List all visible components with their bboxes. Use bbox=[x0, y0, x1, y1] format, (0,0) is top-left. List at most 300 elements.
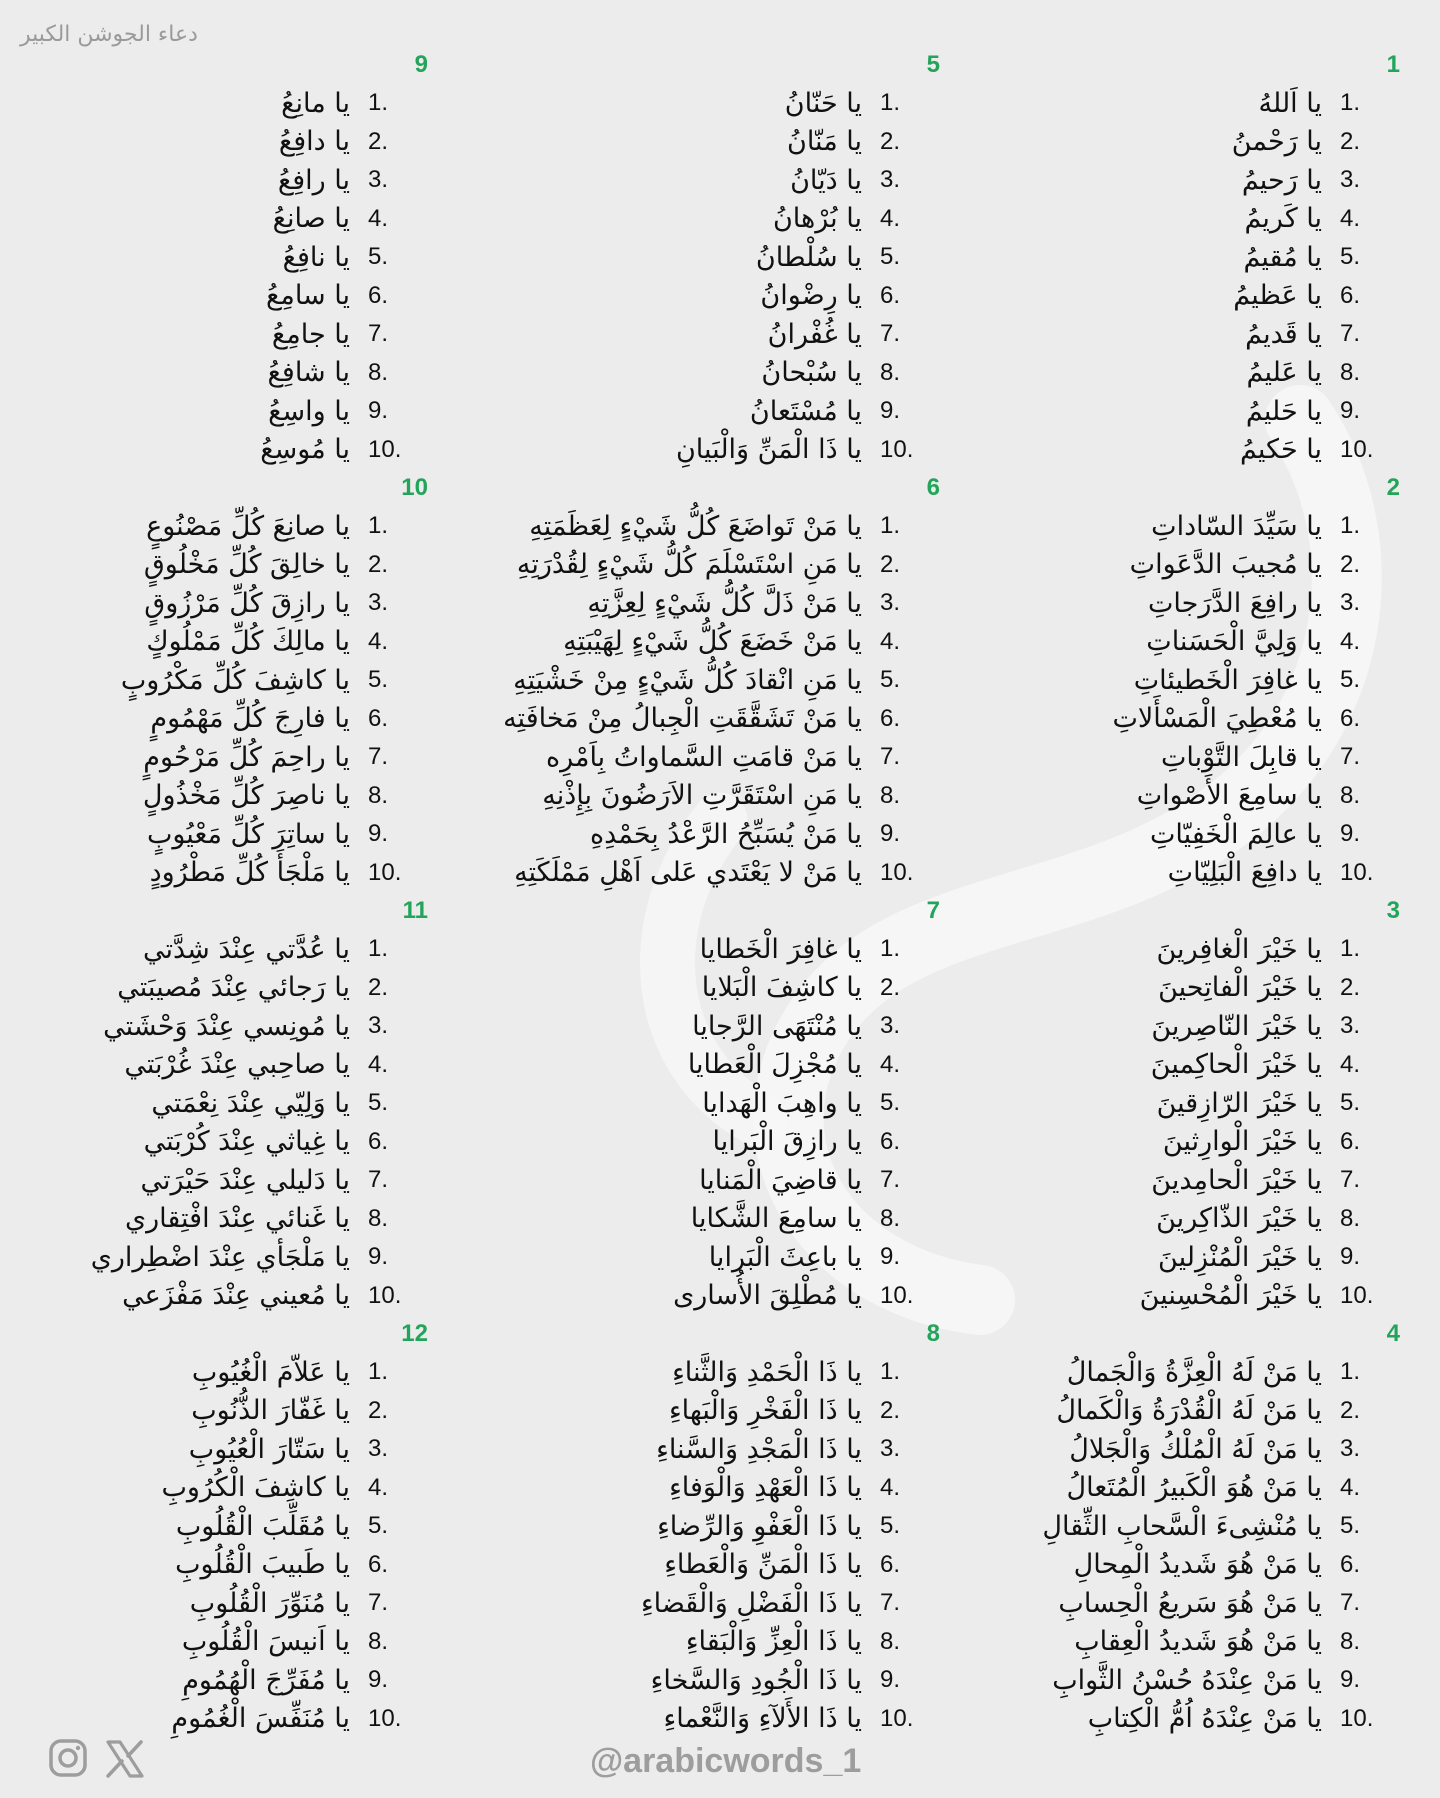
item-number: 7. bbox=[1340, 1166, 1361, 1194]
item-number: 1. bbox=[368, 935, 389, 963]
list-item bbox=[980, 1392, 1400, 1431]
list-item bbox=[980, 1277, 1400, 1316]
item-text: يا رازِقَ الْبَرايا bbox=[712, 1126, 862, 1158]
list-item bbox=[520, 1392, 940, 1431]
item-text: يا حَليمُ bbox=[1245, 395, 1322, 427]
item-number: 5. bbox=[368, 1512, 389, 1540]
item-number: 4. bbox=[880, 627, 901, 655]
item-number: 1. bbox=[368, 89, 389, 117]
item-text: يا اَللهُ bbox=[1258, 87, 1322, 119]
item-number: 8. bbox=[1340, 358, 1361, 386]
list-item bbox=[8, 200, 428, 239]
item-number: 10. bbox=[880, 1281, 914, 1309]
item-text: يا غَنائي عِنْدَ افْتِقاري bbox=[124, 1203, 350, 1235]
item-number: 1. bbox=[1340, 1358, 1361, 1386]
item-text: يا دافِعَ الْبَلِيّاتِ bbox=[1167, 857, 1322, 889]
list-item bbox=[8, 1546, 428, 1585]
item-text: يا خَيْرَ الْوارِثينَ bbox=[1162, 1126, 1322, 1158]
list-item bbox=[520, 777, 940, 816]
item-number: 7. bbox=[368, 320, 389, 348]
list-item bbox=[520, 354, 940, 393]
item-text: يا واهِبَ الْهَدايا bbox=[702, 1087, 862, 1119]
item-text: يا مَنْ ذَلَّ كُلُّ شَيْءٍ لِعِزَّتِهِ bbox=[587, 587, 862, 619]
item-number: 1. bbox=[1340, 512, 1361, 540]
item-text: يا رافِعُ bbox=[277, 164, 350, 196]
list-item bbox=[520, 584, 940, 623]
item-text: يا مانِعُ bbox=[281, 87, 350, 119]
item-text: يا ذَا الْعَفْوِ وَالرِّضاءِ bbox=[657, 1510, 862, 1542]
item-text: يا مَنّانُ bbox=[787, 126, 862, 158]
item-text: يا مُجيبَ الدَّعَواتِ bbox=[1129, 549, 1322, 581]
item-number: 4. bbox=[368, 627, 389, 655]
item-number: 10. bbox=[1340, 1281, 1374, 1309]
section-number: 3 bbox=[1386, 897, 1400, 924]
list-item bbox=[520, 1277, 940, 1316]
list-item bbox=[980, 392, 1400, 431]
item-text: يا عُدَّتي عِنْدَ شِدَّتي bbox=[142, 933, 350, 965]
list-item bbox=[520, 969, 940, 1008]
item-number: 8. bbox=[1340, 1204, 1361, 1232]
item-number: 5. bbox=[880, 243, 901, 271]
item-number: 8. bbox=[1340, 1627, 1361, 1655]
list-item bbox=[520, 1700, 940, 1739]
item-number: 6. bbox=[1340, 1127, 1361, 1155]
item-number: 4. bbox=[368, 1050, 389, 1078]
list-item bbox=[980, 1430, 1400, 1469]
item-number: 3. bbox=[368, 1012, 389, 1040]
item-number: 8. bbox=[368, 358, 389, 386]
item-number: 4. bbox=[1340, 627, 1361, 655]
prayer-section bbox=[8, 469, 428, 892]
item-text: يا سُبْحانُ bbox=[761, 357, 862, 389]
item-text: يا مَنْ هُوَ الْكَبيرُ الْمُتَعالُ bbox=[1066, 1472, 1322, 1504]
item-number: 7. bbox=[1340, 320, 1361, 348]
list-item bbox=[520, 200, 940, 239]
list-item bbox=[980, 123, 1400, 162]
item-text: يا صانِعُ bbox=[272, 203, 350, 235]
list-item bbox=[8, 507, 428, 546]
item-number: 4. bbox=[880, 1473, 901, 1501]
item-number: 7. bbox=[880, 320, 901, 348]
item-number: 1. bbox=[880, 512, 901, 540]
list-item bbox=[980, 930, 1400, 969]
list-item bbox=[980, 1700, 1400, 1739]
item-text: يا غافِرَ الْخَطايا bbox=[699, 933, 862, 965]
item-text: يا واسِعُ bbox=[268, 395, 350, 427]
list-item bbox=[8, 700, 428, 739]
column-left bbox=[8, 46, 428, 1738]
item-text: يا خَيْرَ الْمُحْسِنينَ bbox=[1139, 1280, 1322, 1312]
item-number: 4. bbox=[880, 1050, 901, 1078]
list-item bbox=[980, 969, 1400, 1008]
list-item bbox=[980, 700, 1400, 739]
list-item bbox=[520, 1200, 940, 1239]
item-number: 8. bbox=[880, 781, 901, 809]
item-text: يا مَنِ انْقادَ كُلُّ شَيْءٍ مِنْ خَشْيَتِهِ bbox=[513, 664, 862, 696]
list-item bbox=[520, 1046, 940, 1085]
item-text: يا خَيْرَ الْفاتِحينَ bbox=[1158, 972, 1322, 1004]
item-text: يا مَلْجَأي عِنْدَ اضْطِراري bbox=[90, 1241, 350, 1273]
item-text: يا سَيِّدَ السّاداتِ bbox=[1151, 510, 1322, 542]
list-item bbox=[8, 431, 428, 470]
list-item bbox=[8, 584, 428, 623]
footer-handle[interactable]: @arabicwords_1 bbox=[590, 1742, 862, 1780]
list-item bbox=[8, 815, 428, 854]
item-text: يا ذَا الْمَنِّ وَالْبَيانِ bbox=[675, 434, 862, 466]
item-number: 1. bbox=[368, 512, 389, 540]
item-text: يا ذَا الْفَضْلِ وَالْقَضاءِ bbox=[640, 1587, 862, 1619]
item-text: يا صاحِبي عِنْدَ غُرْبَتي bbox=[124, 1049, 350, 1081]
item-text: يا سَتّارَ الْعُيُوبِ bbox=[188, 1433, 350, 1465]
item-text: يا خالِقَ كُلِّ مَخْلُوقٍ bbox=[143, 549, 350, 581]
list-item bbox=[520, 431, 940, 470]
item-number: 2. bbox=[880, 973, 901, 1001]
item-text: يا دافِعُ bbox=[278, 126, 350, 158]
list-item bbox=[980, 1546, 1400, 1585]
item-text: يا رَحْمنُ bbox=[1231, 126, 1322, 158]
item-number: 10. bbox=[368, 858, 402, 886]
list-item bbox=[8, 623, 428, 662]
item-text: يا مَنِ اسْتَسْلَمَ كُلُّ شَيْءٍ لِقُدْرَتِهِ bbox=[516, 549, 862, 581]
item-text: يا مَنِ اسْتَقَرَّتِ الاَرَضُونَ بِإِذْنِهِ bbox=[542, 780, 862, 812]
item-text: يا خَيْرَ الْمُنْزِلينَ bbox=[1158, 1241, 1322, 1273]
item-number: 2. bbox=[880, 1396, 901, 1424]
item-number: 5. bbox=[368, 1089, 389, 1117]
list-item bbox=[520, 84, 940, 123]
item-number: 2. bbox=[1340, 1396, 1361, 1424]
item-text: يا مالِكَ كُلِّ مَمْلُوكٍ bbox=[146, 626, 350, 658]
item-number: 8. bbox=[880, 1204, 901, 1232]
item-text: يا كاشِفَ كُلِّ مَكْرُوبٍ bbox=[120, 664, 350, 696]
item-number: 7. bbox=[368, 1589, 389, 1617]
item-text: يا خَيْرَ الرّازِقينَ bbox=[1156, 1087, 1322, 1119]
item-text: يا كاشِفَ الْكُرُوبِ bbox=[161, 1472, 350, 1504]
item-text: يا سامِعُ bbox=[265, 280, 350, 312]
list-item bbox=[980, 277, 1400, 316]
item-number: 10. bbox=[1340, 435, 1374, 463]
item-number: 5. bbox=[1340, 243, 1361, 271]
section-number: 9 bbox=[414, 51, 428, 78]
item-text: يا مُعْطِيَ الْمَسْأَلاتِ bbox=[1112, 703, 1322, 735]
item-text: يا غَفّارَ الذُّنُوبِ bbox=[191, 1395, 350, 1427]
list-item bbox=[980, 354, 1400, 393]
item-number: 3. bbox=[368, 1435, 389, 1463]
list-item bbox=[520, 1353, 940, 1392]
page-title: دعاء الجوشن الكبير bbox=[20, 22, 198, 47]
item-text: يا مَنْ خَضَعَ كُلُّ شَيْءٍ لِهَيْبَتِهِ bbox=[563, 626, 862, 658]
list-item bbox=[980, 1584, 1400, 1623]
item-number: 1. bbox=[880, 89, 901, 117]
item-number: 8. bbox=[368, 1204, 389, 1232]
list-item bbox=[520, 738, 940, 777]
item-text: يا عَظيمُ bbox=[1233, 280, 1322, 312]
item-text: يا مُجْزِلَ الْعَطايا bbox=[687, 1049, 862, 1081]
list-item bbox=[8, 277, 428, 316]
item-text: يا مُونِسي عِنْدَ وَحْشَتي bbox=[103, 1010, 350, 1042]
item-number: 2. bbox=[880, 550, 901, 578]
item-number: 8. bbox=[1340, 781, 1361, 809]
item-text: يا مُفَرِّجَ الْهُمُومِ bbox=[182, 1664, 350, 1696]
list-item bbox=[8, 238, 428, 277]
item-number: 7. bbox=[880, 1166, 901, 1194]
list-item bbox=[980, 1200, 1400, 1239]
list-item bbox=[980, 507, 1400, 546]
item-text: يا خَيْرَ الْحاكِمينَ bbox=[1150, 1049, 1322, 1081]
item-number: 5. bbox=[880, 1089, 901, 1117]
list-item bbox=[520, 507, 940, 546]
list-item bbox=[8, 777, 428, 816]
item-text: يا مُطْلِقَ الأُسارى bbox=[673, 1280, 862, 1312]
list-item bbox=[8, 1238, 428, 1277]
list-item bbox=[8, 1700, 428, 1739]
item-number: 10. bbox=[1340, 1704, 1374, 1732]
item-number: 6. bbox=[1340, 1550, 1361, 1578]
item-text: يا مُنْتَهَى الرَّجايا bbox=[692, 1010, 862, 1042]
item-number: 1. bbox=[1340, 935, 1361, 963]
item-number: 3. bbox=[880, 1012, 901, 1040]
list-item bbox=[520, 1084, 940, 1123]
item-text: يا طَبيبَ الْقُلُوبِ bbox=[175, 1549, 350, 1581]
item-number: 3. bbox=[1340, 1012, 1361, 1040]
item-text: يا مَلْجَأَ كُلِّ مَطْرُودٍ bbox=[149, 857, 350, 889]
item-number: 10. bbox=[880, 435, 914, 463]
list-item bbox=[8, 84, 428, 123]
list-item bbox=[520, 1469, 940, 1508]
list-item bbox=[8, 969, 428, 1008]
item-text: يا ذَا الْعِزِّ وَالْبَقاءِ bbox=[685, 1626, 862, 1658]
item-number: 5. bbox=[1340, 1089, 1361, 1117]
list-item bbox=[980, 1084, 1400, 1123]
instagram-icon[interactable] bbox=[48, 1738, 88, 1778]
prayer-section bbox=[980, 892, 1400, 1315]
item-number: 1. bbox=[368, 1358, 389, 1386]
prayer-section bbox=[520, 892, 940, 1315]
list-item bbox=[8, 1123, 428, 1162]
list-item bbox=[520, 1430, 940, 1469]
item-text: يا ذَا الأَلآءِ وَالنَّعْماءِ bbox=[663, 1703, 862, 1735]
list-item bbox=[8, 1623, 428, 1662]
item-number: 6. bbox=[880, 281, 901, 309]
item-number: 2. bbox=[368, 127, 389, 155]
item-number: 7. bbox=[1340, 743, 1361, 771]
item-text: يا ذَا الْعَهْدِ وَالْوَفاءِ bbox=[669, 1472, 862, 1504]
list-item bbox=[980, 661, 1400, 700]
item-text: يا بُرْهانُ bbox=[772, 203, 862, 235]
prayer-section bbox=[520, 1315, 940, 1738]
list-item bbox=[980, 1661, 1400, 1700]
item-text: يا رِضْوانُ bbox=[760, 280, 862, 312]
item-text: يا مُنَوِّرَ الْقُلُوبِ bbox=[189, 1587, 350, 1619]
item-number: 3. bbox=[368, 589, 389, 617]
prayer-section bbox=[980, 1315, 1400, 1738]
item-text: يا ذَا الْفَخْرِ وَالْبَهاءِ bbox=[668, 1395, 862, 1427]
item-number: 1. bbox=[880, 1358, 901, 1386]
list-item bbox=[520, 238, 940, 277]
list-item bbox=[8, 738, 428, 777]
item-text: يا مُقيمُ bbox=[1243, 241, 1322, 273]
list-item bbox=[980, 200, 1400, 239]
item-number: 9. bbox=[1340, 397, 1361, 425]
item-text: يا سامِعَ الشَّكايا bbox=[690, 1203, 862, 1235]
item-number: 10. bbox=[1340, 858, 1374, 886]
item-number: 4. bbox=[1340, 204, 1361, 232]
item-text: يا مَنْ هُوَ شَديدُ الْعِقابِ bbox=[1074, 1626, 1322, 1658]
x-icon[interactable] bbox=[104, 1738, 146, 1780]
item-number: 7. bbox=[368, 1166, 389, 1194]
list-item bbox=[8, 1507, 428, 1546]
item-text: يا قاضِيَ الْمَنايا bbox=[699, 1164, 862, 1196]
item-number: 4. bbox=[368, 1473, 389, 1501]
list-item bbox=[520, 1546, 940, 1585]
list-item bbox=[8, 1277, 428, 1316]
column-right bbox=[980, 46, 1400, 1738]
list-item bbox=[980, 1007, 1400, 1046]
item-number: 3. bbox=[880, 589, 901, 617]
item-number: 9. bbox=[1340, 1666, 1361, 1694]
list-item bbox=[520, 930, 940, 969]
item-text: يا سامِعَ الأَصْواتِ bbox=[1136, 780, 1322, 812]
list-item bbox=[8, 1200, 428, 1239]
item-number: 8. bbox=[368, 781, 389, 809]
item-text: يا مَنْ تَشَقَّقَتِ الْجِبالُ مِنْ مَخافَتِه bbox=[503, 703, 862, 735]
list-item bbox=[520, 392, 940, 431]
item-text: يا حَكيمُ bbox=[1239, 434, 1322, 466]
item-text: يا عَليمُ bbox=[1246, 357, 1322, 389]
item-text: يا خَيْرَ الْغافِرينَ bbox=[1156, 933, 1322, 965]
item-text: يا غافِرَ الْخَطيئاتِ bbox=[1133, 664, 1322, 696]
item-text: يا راحِمَ كُلِّ مَرْحُومٍ bbox=[143, 741, 350, 773]
item-number: 10. bbox=[368, 1281, 402, 1309]
list-item bbox=[980, 1161, 1400, 1200]
item-text: يا رَجائي عِنْدَ مُصيبَتي bbox=[117, 972, 350, 1004]
item-number: 9. bbox=[880, 1243, 901, 1271]
item-number: 7. bbox=[368, 743, 389, 771]
list-item bbox=[980, 854, 1400, 893]
list-item bbox=[8, 546, 428, 585]
item-text: يا قَديمُ bbox=[1245, 318, 1322, 350]
list-item bbox=[520, 161, 940, 200]
section-number: 2 bbox=[1386, 474, 1400, 501]
item-number: 4. bbox=[1340, 1473, 1361, 1501]
list-item bbox=[980, 1046, 1400, 1085]
item-number: 3. bbox=[1340, 166, 1361, 194]
section-number: 4 bbox=[1386, 1320, 1400, 1347]
item-text: يا ذَا الْحَمْدِ وَالثَّناءِ bbox=[672, 1356, 862, 1388]
list-item bbox=[520, 123, 940, 162]
item-number: 2. bbox=[368, 550, 389, 578]
item-text: يا عَلاّمَ الْغُيُوبِ bbox=[191, 1356, 350, 1388]
list-item bbox=[8, 123, 428, 162]
item-number: 9. bbox=[368, 820, 389, 848]
list-item bbox=[520, 1623, 940, 1662]
item-number: 6. bbox=[368, 1127, 389, 1155]
section-number: 1 bbox=[1386, 51, 1400, 78]
list-item bbox=[980, 1123, 1400, 1162]
item-text: يا شافِعُ bbox=[267, 357, 350, 389]
item-text: يا مُوسِعُ bbox=[260, 434, 350, 466]
list-item bbox=[520, 623, 940, 662]
list-item bbox=[503, 700, 940, 739]
item-number: 9. bbox=[1340, 820, 1361, 848]
item-number: 6. bbox=[1340, 704, 1361, 732]
item-number: 6. bbox=[368, 281, 389, 309]
list-item bbox=[8, 1430, 428, 1469]
item-text: يا وَلِيّي عِنْدَ نِعْمَتي bbox=[151, 1087, 350, 1119]
list-item bbox=[520, 1161, 940, 1200]
item-text: يا صانِعَ كُلِّ مَصْنُوعٍ bbox=[146, 510, 350, 542]
list-item bbox=[520, 1507, 940, 1546]
list-item bbox=[8, 930, 428, 969]
item-text: يا فارِجَ كُلِّ مَهْمُومٍ bbox=[150, 703, 350, 735]
item-number: 3. bbox=[880, 1435, 901, 1463]
item-number: 2. bbox=[368, 973, 389, 1001]
list-item bbox=[8, 161, 428, 200]
prayer-section bbox=[503, 469, 940, 892]
list-item bbox=[8, 1584, 428, 1623]
item-text: يا غِياثي عِنْدَ كُرْبَتي bbox=[143, 1126, 350, 1158]
item-text: يا مَنْ قامَتِ السَّماواتُ بِاَمْرِه bbox=[545, 741, 862, 773]
list-item bbox=[980, 1507, 1400, 1546]
list-item bbox=[980, 623, 1400, 662]
list-item bbox=[980, 1469, 1400, 1508]
item-number: 4. bbox=[1340, 1050, 1361, 1078]
list-item bbox=[520, 1584, 940, 1623]
list-item bbox=[8, 661, 428, 700]
item-number: 4. bbox=[368, 204, 389, 232]
item-number: 5. bbox=[368, 243, 389, 271]
section-number: 5 bbox=[926, 51, 940, 78]
item-number: 8. bbox=[368, 1627, 389, 1655]
list-item bbox=[8, 1007, 428, 1046]
item-text: يا خَيْرَ النّاصِرينَ bbox=[1151, 1010, 1322, 1042]
list-item bbox=[980, 1623, 1400, 1662]
list-item bbox=[8, 1084, 428, 1123]
item-number: 8. bbox=[880, 358, 901, 386]
prayer-section bbox=[980, 469, 1400, 892]
item-text: يا رافِعَ الدَّرَجاتِ bbox=[1148, 587, 1322, 619]
item-number: 3. bbox=[1340, 1435, 1361, 1463]
item-number: 7. bbox=[880, 1589, 901, 1617]
list-item bbox=[520, 815, 940, 854]
item-text: يا رازِقَ كُلِّ مَرْزُوقٍ bbox=[144, 587, 350, 619]
item-text: يا ذَا الْجُودِ وَالسَّخاءِ bbox=[650, 1664, 862, 1696]
item-number: 6. bbox=[880, 1550, 901, 1578]
column-middle bbox=[503, 46, 940, 1738]
list-item bbox=[980, 1353, 1400, 1392]
list-item bbox=[8, 854, 428, 893]
item-number: 6. bbox=[368, 1550, 389, 1578]
item-number: 6. bbox=[368, 704, 389, 732]
item-text: يا اَنيسَ الْقُلُوبِ bbox=[181, 1626, 350, 1658]
item-number: 6. bbox=[880, 704, 901, 732]
item-text: يا غُفْرانُ bbox=[767, 318, 862, 350]
item-text: يا عالِمَ الْخَفِيّاتِ bbox=[1149, 818, 1322, 850]
item-number: 9. bbox=[368, 1666, 389, 1694]
list-item bbox=[980, 738, 1400, 777]
item-number: 3. bbox=[368, 166, 389, 194]
prayer-section bbox=[8, 1315, 428, 1738]
item-number: 4. bbox=[880, 204, 901, 232]
item-number: 5. bbox=[368, 666, 389, 694]
item-text: يا ساتِرَ كُلِّ مَعْيُوبٍ bbox=[146, 818, 350, 850]
section-number: 8 bbox=[926, 1320, 940, 1347]
item-text: يا قابِلَ التَّوْباتِ bbox=[1161, 741, 1322, 773]
item-text: يا باعِثَ الْبَرايا bbox=[708, 1241, 862, 1273]
list-item bbox=[520, 1123, 940, 1162]
item-number: 9. bbox=[880, 1666, 901, 1694]
item-text: يا مُعيني عِنْدَ مَفْزَعي bbox=[122, 1280, 350, 1312]
prayer-section bbox=[980, 46, 1400, 469]
